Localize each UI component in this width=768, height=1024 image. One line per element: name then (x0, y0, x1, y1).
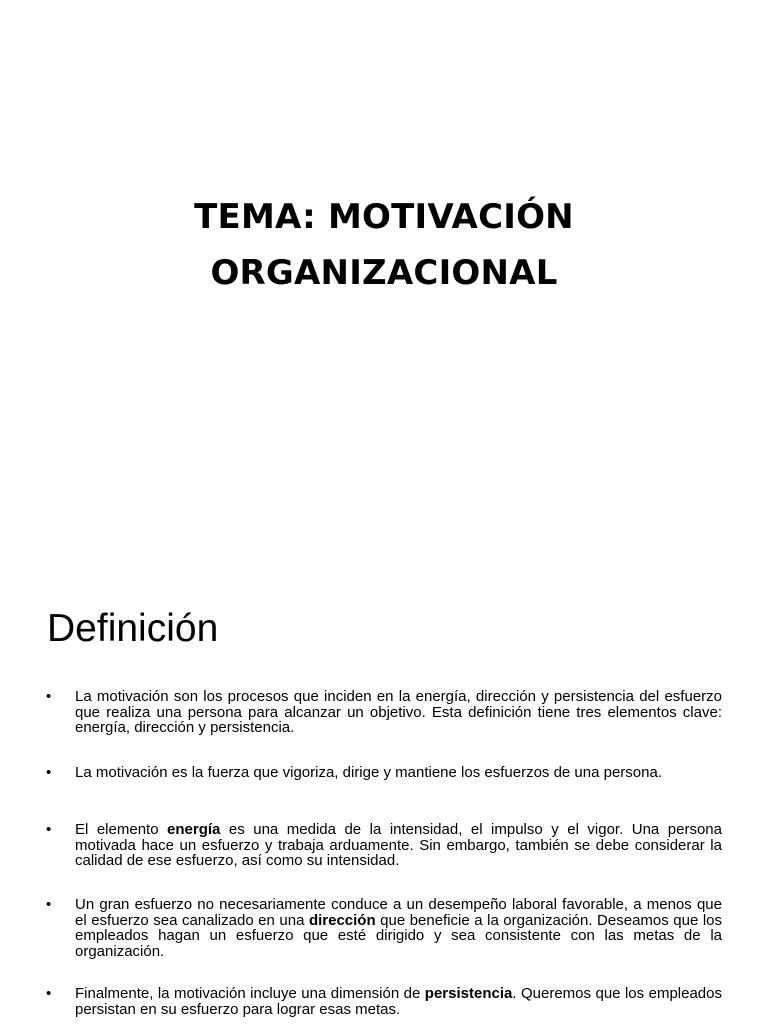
bullet-keyword-persistencia: persistencia (424, 985, 513, 1002)
bullet-text (75, 897, 722, 959)
bullet-text-part: . Queremos que los empleados persistan en su esfuerzo para lograr esas metas. (75, 985, 722, 1018)
bullet-marker: • (46, 896, 52, 913)
bullet-text: La motivación son los procesos que inciden en la energía, dirección y persistencia del esfuerzo que realiza una persona para alcanzar un objetivo. Esta definición tiene tres elementos clave: energía, dirección y persistencia. (75, 688, 722, 737)
bullet-marker: • (46, 821, 52, 838)
bullet-text: La motivación es la fuerza que vigoriza, dirige y mantiene los esfuerzos de una persona. (75, 764, 662, 781)
bullet-text-part: que beneficie a la organización. Deseamos que los empleados hagan un esfuerzo que esté dirigido y sea consistente con las metas de la organización. (75, 911, 722, 960)
bullet-item-5 (46, 986, 722, 1017)
bullet-text-part: El elemento (75, 821, 168, 838)
slide-title-line-1: TEMA: MOTIVACIÓN (194, 197, 574, 237)
bullet-text-part: Finalmente, la motivación incluye una dimensión de (75, 985, 425, 1002)
bullet-keyword-direccion: dirección (308, 911, 376, 929)
bullet-item-3 (46, 822, 722, 869)
bullet-text-part: Un gran esfuerzo no necesariamente conduce a un desempeño laboral favorable, a menos que el esfuerzo sea canalizado en una (75, 896, 722, 929)
bullet-text-part: es una medida de la intensidad, el impulso y el vigor. Una persona motivada hace un esfuerzo y trabaja arduamente. Sin embargo, también se debe considerar la calidad de ese esfuerzo, así como su intensidad. (75, 821, 722, 870)
slide-title (0, 189, 768, 301)
bullet-marker: • (46, 985, 52, 1002)
section-heading: Definición (47, 607, 219, 650)
bullet-item-4 (46, 897, 722, 959)
bullet-item-1 (46, 689, 722, 736)
bullet-text (75, 986, 722, 1017)
bullet-marker: • (46, 764, 52, 781)
bullet-marker: • (46, 688, 52, 705)
bullet-keyword-energia: energía (167, 821, 221, 838)
slide-title-line-2: ORGANIZACIONAL (210, 253, 558, 293)
bullet-text (75, 822, 722, 869)
bullet-item-2 (46, 765, 722, 781)
